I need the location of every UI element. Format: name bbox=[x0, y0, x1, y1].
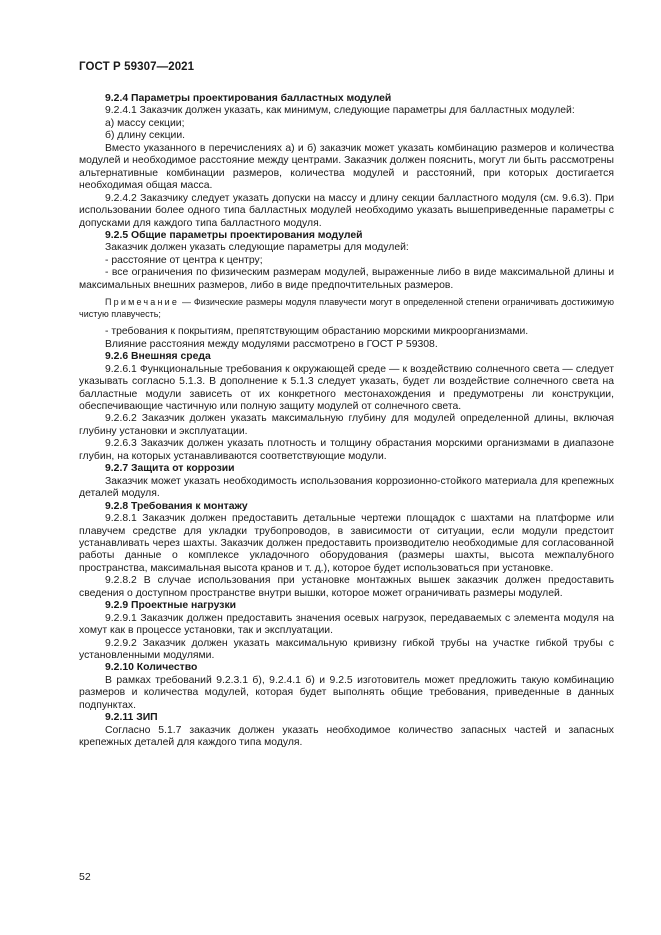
list-item: - все ограничения по физическим размерам модулей, выраженные либо в виде максимальной длины и максимальных внешних размеров, либо в виде предпочтительных размеров. bbox=[79, 267, 614, 291]
paragraph: Влияние расстояния между модулями рассмотрено в ГОСТ Р 59308. bbox=[105, 338, 438, 350]
list-item: б) длину секции. bbox=[105, 130, 186, 142]
list-item: - расстояние от центра к центру; bbox=[105, 254, 263, 266]
note-text: — Физические размеры модуля плавучести могут в определенной степени ограничивать достижимую чистую плавучесть; bbox=[79, 297, 614, 319]
list-item: а) массу секции; bbox=[105, 117, 185, 129]
paragraph: 9.2.6.3 Заказчик должен указать плотность и толщину обрастания морскими организмами в диапазоне глубин, на которых устанавливаются соответствующие модули. bbox=[79, 438, 614, 462]
paragraph: 9.2.4.1 Заказчик должен указать, как минимум, следующие параметры для балластных модулей: bbox=[105, 105, 575, 117]
section-heading: 9.2.11 ЗИП bbox=[105, 712, 158, 724]
paragraph: В рамках требований 9.2.3.1 б), 9.2.4.1 б) и 9.2.5 изготовитель может предложить такую комбинацию размеров и количества модулей, которая будет выполнять общие требования, приведенные в данных подпунктах. bbox=[79, 674, 614, 711]
list-item: - требования к покрытиям, препятствующим обрастанию морскими микроорганизмами. bbox=[105, 326, 529, 338]
paragraph: 9.2.9.2 Заказчик должен указать максимальную кривизну гибкой трубы на участке гибкой трубы с установленными модулями. bbox=[79, 637, 614, 662]
section-heading: 9.2.10 Количество bbox=[105, 662, 198, 674]
paragraph: Заказчик должен указать следующие параметры для модулей: bbox=[105, 242, 409, 254]
paragraph: 9.2.9.1 Заказчик должен предоставить значения осевых нагрузок, передаваемых с элемента модуля на хомут как в процессе установки, так и эксплуатации. bbox=[79, 612, 614, 637]
paragraph: 9.2.6.2 Заказчик должен указать максимальную глубину для модулей определенной длины, включая глубину установки и эксплуатации. bbox=[79, 413, 614, 437]
note-label: Примечание bbox=[105, 297, 180, 308]
paragraph: 9.2.4.2 Заказчику следует указать допуски на массу и длину секции балластного модуля (см. 9.6.3). При использовании более одного типа балластных модулей необходимо указать вышеприведенные параметры с допусками для каждого типа балластного модуля. bbox=[79, 192, 614, 229]
section-heading: 9.2.5 Общие параметры проектирования модулей bbox=[105, 229, 363, 241]
paragraph: Заказчик может указать необходимость использования коррозионно-стойкого материала для крепежных деталей модуля. bbox=[79, 475, 614, 500]
section-heading: 9.2.7 Защита от коррозии bbox=[105, 463, 235, 475]
paragraph: 9.2.6.1 Функциональные требования к окружающей среде — к воздействию солнечного света — следует указывать согласно 5.1.3. В дополнение к 5.1.3 следует указать, будет ли воздействие солнечного света на балластные модули зависеть от их конкретного местонахождения и предумотрены ли конструкции, обеспечивающие частичную или полную защиту модулей от солнечного света. bbox=[79, 363, 614, 412]
section-heading: 9.2.9 Проектные нагрузки bbox=[105, 600, 237, 612]
standard-header: ГОСТ Р 59307—2021 bbox=[79, 61, 195, 73]
paragraph: Согласно 5.1.7 заказчик должен указать необходимое количество запасных частей и запасных крепежных деталей для каждого типа модуля. bbox=[79, 724, 614, 749]
section-heading: 9.2.8 Требования к монтажу bbox=[105, 500, 248, 512]
paragraph: 9.2.8.1 Заказчик должен предоставить детальные чертежи площадок с шахтами на платформе или плавучем средстве для укладки трубопроводов, в зависимости от ситуации, если модули предстоит устанавливать через шахты. Заказчик должен предоставить производителю необходимые для согласованной работы данные о комплексе укладочного оборудования (размеры шахты, высота межпалубного пространства, максимальная высота кранов и т. д.), которое будет использоваться при установке. bbox=[79, 513, 614, 574]
section-heading: 9.2.4 Параметры проектирования балластных модулей bbox=[105, 93, 392, 104]
document-body bbox=[79, 93, 614, 750]
section-heading: 9.2.6 Внешняя среда bbox=[105, 351, 211, 363]
paragraph: 9.2.8.2 В случае использования при установке монтажных вышек заказчик должен предоставить сведения о доступном пространстве внутри вышки, которое может ограничивать размеры модулей. bbox=[79, 575, 614, 599]
paragraph: Вместо указанного в перечислениях а) и б) заказчик может указать комбинацию размеров и количества модулей и необходимое расстояние между центрами. Заказчик должен пояснить, могут ли быть рассмотрены альтернативные комбинации размеров, количества модулей и расстояний, при которых достигается необходимая общая масса. bbox=[79, 142, 614, 192]
page-number: 52 bbox=[79, 871, 91, 883]
note bbox=[79, 297, 614, 320]
